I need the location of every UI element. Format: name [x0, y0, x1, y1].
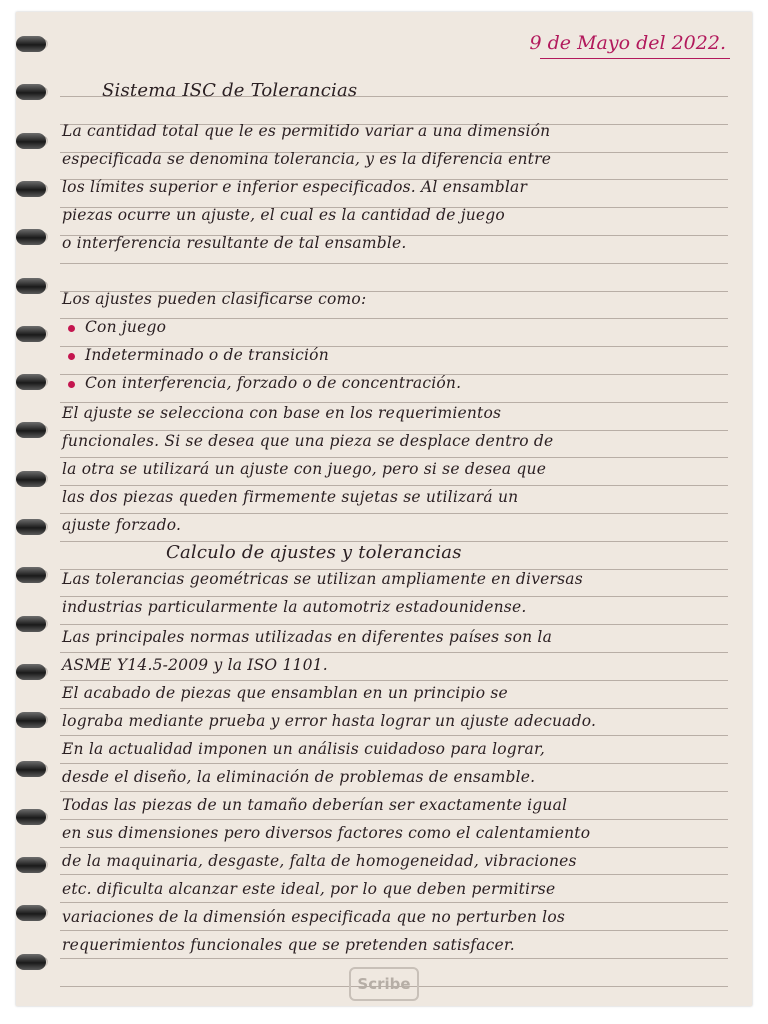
bullet-item [68, 374, 461, 392]
ruled-line [60, 902, 728, 903]
line-text: Los ajustes pueden clasificarse como: [62, 290, 367, 308]
line-text: Con juego [85, 318, 167, 336]
text-line [62, 628, 552, 646]
text-line [62, 908, 565, 926]
line-text: desde el diseño, la eliminación de problemas de ensamble. [62, 768, 536, 786]
line-text: El acabado de piezas que ensamblan en un principio se [62, 684, 508, 702]
line-text: Todas las piezas de un tamaño deberían ser exactamente igual [62, 796, 568, 814]
ruled-line [60, 457, 728, 458]
line-text: La cantidad total que le es permitido variar a una dimensión [62, 122, 551, 140]
bullet-item [68, 346, 329, 364]
line-text: El ajuste se selecciona con base en los requerimientos [62, 404, 502, 422]
bullet-dot [68, 381, 75, 388]
line-text: Con interferencia, forzado o de concentración. [85, 374, 462, 392]
line-text: variaciones de la dimensión especificada que no perturben los [62, 908, 566, 926]
spiral-ring [16, 422, 50, 440]
line-text: o interferencia resultante de tal ensamble. [62, 234, 407, 252]
text-line [62, 290, 366, 308]
line-text: lograba mediante prueba y error hasta lograr un ajuste adecuado. [62, 712, 597, 730]
spiral-ring [16, 278, 50, 296]
ruled-line [60, 652, 728, 653]
ruled-line [60, 847, 728, 848]
text-line [62, 460, 546, 478]
ruled-line [60, 263, 728, 264]
text-line [62, 122, 550, 140]
text-line [62, 880, 555, 898]
line-text: Sistema ISC de Tolerancias [102, 80, 358, 101]
text-line [62, 824, 590, 842]
spiral-ring [16, 616, 50, 634]
line-text: piezas ocurre un ajuste, el cual es la cantidad de juego [62, 206, 505, 224]
ruled-line [60, 513, 728, 514]
ruled-line [60, 708, 728, 709]
date-underline [540, 58, 730, 59]
spiral-ring [16, 857, 50, 875]
spiral-ring [16, 712, 50, 730]
line-text: en sus dimensiones pero diversos factores como el calentamiento [62, 824, 591, 842]
spiral-ring [16, 567, 50, 585]
line-text: los límites superior e inferior especificados. Al ensamblar [62, 178, 528, 196]
line-text: ajuste forzado. [62, 516, 182, 534]
ruled-line [60, 763, 728, 764]
ruled-line [60, 430, 728, 431]
bullet-dot [68, 325, 75, 332]
notebook-page [16, 12, 752, 1006]
ruled-line [60, 680, 728, 681]
bullet-item [68, 318, 166, 336]
text-line [62, 656, 328, 674]
section-heading [166, 542, 462, 563]
bullet-dot [68, 353, 75, 360]
section-heading [102, 80, 357, 101]
ruled-line [60, 874, 728, 875]
text-line [62, 768, 535, 786]
scribe-watermark: Scribe [349, 967, 419, 1001]
spiral-ring [16, 954, 50, 972]
ruled-line [60, 791, 728, 792]
ruled-line [60, 930, 728, 931]
text-line [62, 598, 526, 616]
spiral-ring [16, 181, 50, 199]
text-line [62, 178, 527, 196]
ruled-line [60, 819, 728, 820]
spiral-ring [16, 133, 50, 151]
line-text: Calculo de ajustes y tolerancias [166, 542, 462, 563]
text-line [62, 712, 596, 730]
text-line [62, 684, 508, 702]
line-text: las dos piezas queden firmemente sujetas se utilizará un [62, 488, 519, 506]
spiral-ring [16, 664, 50, 682]
line-text: funcionales. Si se desea que una pieza se desplace dentro de [62, 432, 554, 450]
spiral-ring [16, 229, 50, 247]
line-text: Las tolerancias geométricas se utilizan ampliamente en diversas [62, 570, 583, 588]
text-line [62, 796, 567, 814]
text-line [62, 516, 181, 534]
line-text: requerimientos funcionales que se pretenden satisfacer. [62, 936, 515, 954]
line-text: ASME Y14.5-2009 y la ISO 1101. [62, 656, 328, 674]
text-line [62, 432, 553, 450]
ruled-line [60, 402, 728, 403]
text-line [62, 206, 505, 224]
text-line [62, 852, 577, 870]
spiral-ring [16, 519, 50, 537]
spiral-ring [16, 374, 50, 392]
ruled-line [60, 485, 728, 486]
text-line [62, 740, 545, 758]
spiral-ring [16, 809, 50, 827]
line-text: la otra se utilizará un ajuste con juego, pero si se desea que [62, 460, 547, 478]
ruled-line [60, 624, 728, 625]
text-line [62, 936, 515, 954]
text-line [62, 234, 407, 252]
ruled-line [60, 735, 728, 736]
line-text: de la maquinaria, desgaste, falta de homogeneidad, vibraciones [62, 852, 577, 870]
page-date: 9 de Mayo del 2022. [529, 32, 726, 54]
line-text: especificada se denomina tolerancia, y es la diferencia entre [62, 150, 552, 168]
ruled-line [60, 958, 728, 959]
line-text: Las principales normas utilizadas en diferentes países son la [62, 628, 553, 646]
spiral-ring [16, 471, 50, 489]
line-text: Indeterminado o de transición [85, 346, 329, 364]
text-line [62, 150, 551, 168]
spiral-ring [16, 905, 50, 923]
line-text: industrias particularmente la automotriz estadounidense. [62, 598, 527, 616]
spiral-ring [16, 761, 50, 779]
text-line [62, 570, 583, 588]
spiral-ring [16, 36, 50, 54]
line-text: etc. dificulta alcanzar este ideal, por lo que deben permitirse [62, 880, 556, 898]
text-line [62, 488, 518, 506]
line-text: En la actualidad imponen un análisis cuidadoso para lograr, [62, 740, 545, 758]
spiral-ring [16, 326, 50, 344]
spiral-ring [16, 84, 50, 102]
text-line [62, 404, 501, 422]
